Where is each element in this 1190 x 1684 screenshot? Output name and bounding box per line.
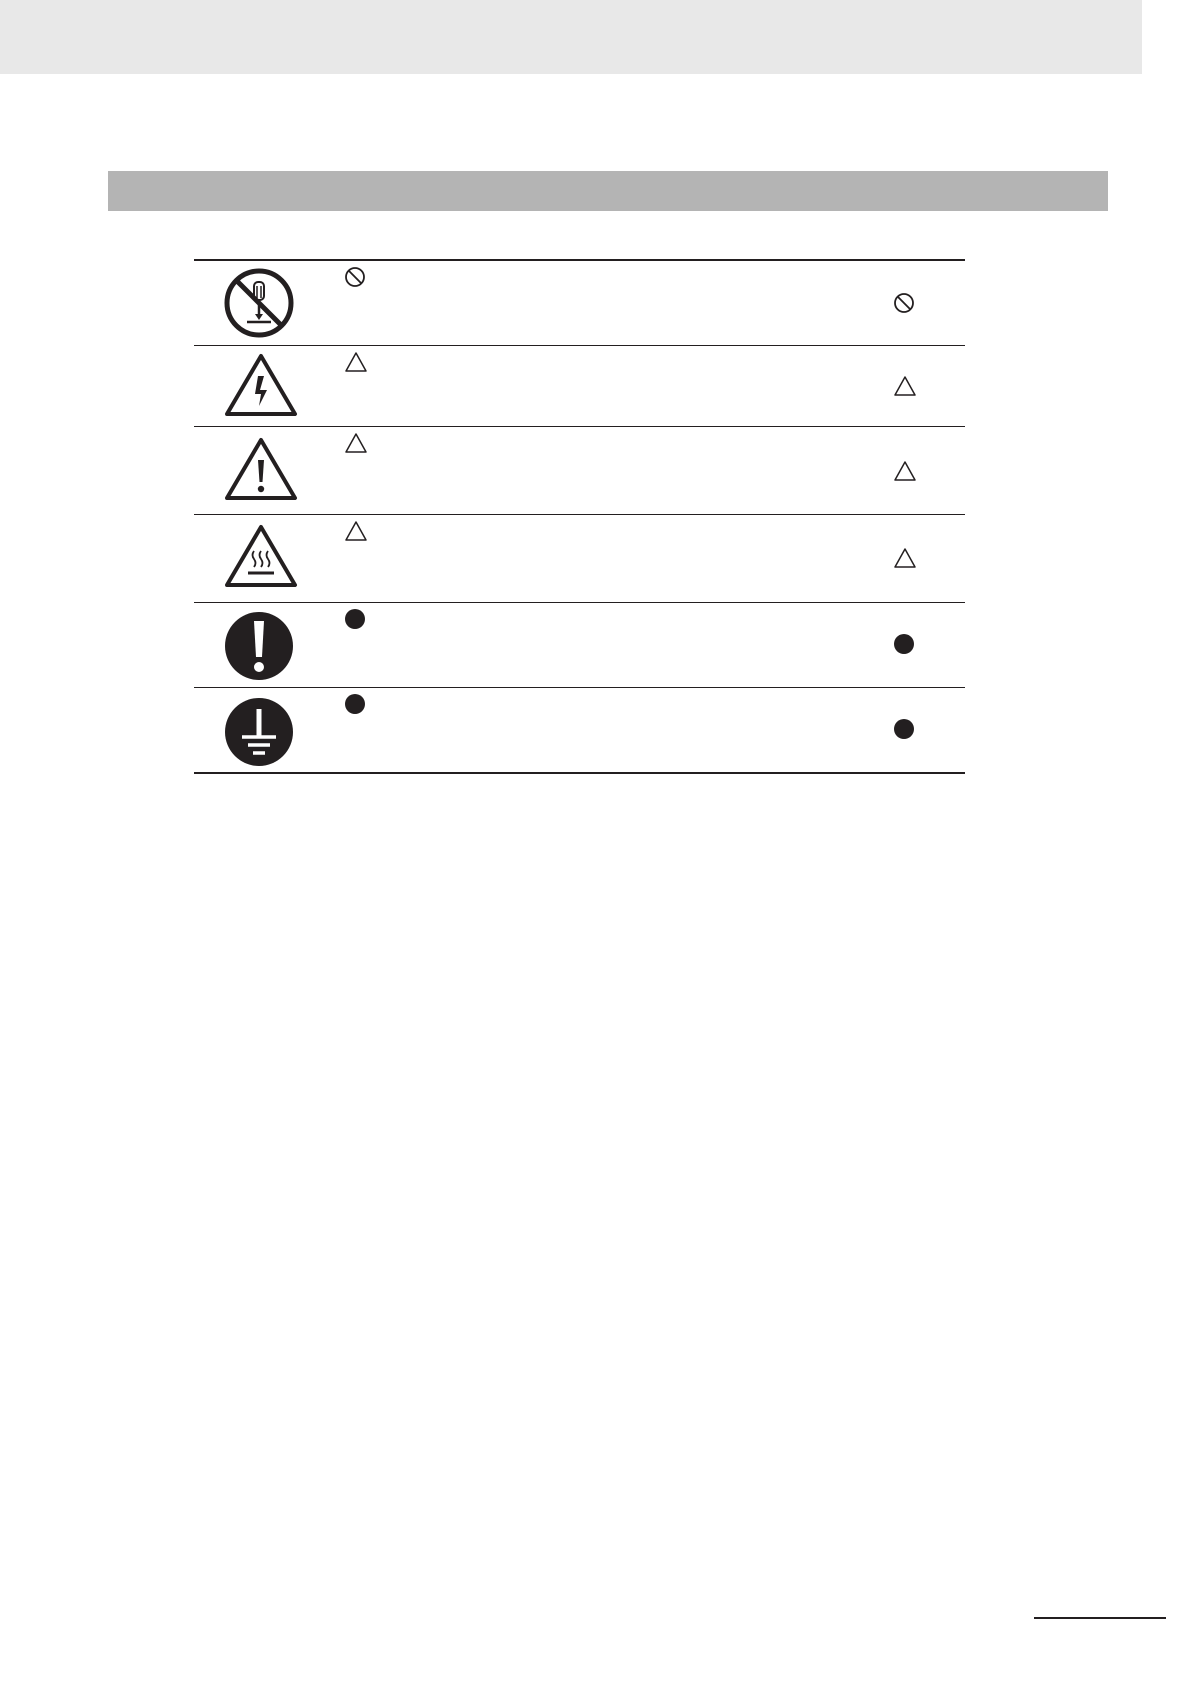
section-heading-bar (108, 171, 1108, 211)
page-number-rule (1034, 1617, 1166, 1619)
table-row (194, 261, 965, 346)
caution-triangle-mark-icon (893, 460, 917, 482)
table-row (194, 346, 965, 427)
mandatory-dot-mark-icon (893, 633, 915, 655)
caution-triangle-mark-icon (893, 547, 917, 569)
caution-triangle-mark-icon (344, 520, 368, 542)
prohibition-mark-icon (344, 266, 366, 288)
caution-triangle-mark-icon (344, 432, 368, 454)
hot-surface-warning-icon (224, 523, 298, 589)
table-row (194, 515, 965, 603)
mandatory-action-icon (224, 611, 294, 681)
mandatory-dot-mark-icon (344, 693, 366, 715)
page-header-band (0, 0, 1142, 74)
safety-symbol-table (194, 259, 965, 774)
table-row (194, 688, 965, 772)
general-caution-icon (224, 436, 298, 502)
protective-earth-icon (224, 697, 294, 767)
caution-triangle-mark-icon (344, 351, 368, 373)
table-row (194, 603, 965, 688)
mandatory-dot-mark-icon (893, 718, 915, 740)
table-row (194, 427, 965, 515)
caution-triangle-mark-icon (893, 375, 917, 397)
mandatory-dot-mark-icon (344, 608, 366, 630)
electric-shock-warning-icon (224, 352, 298, 418)
prohibition-mark-icon (893, 292, 915, 314)
prohibition-disassembly-icon (224, 268, 294, 338)
